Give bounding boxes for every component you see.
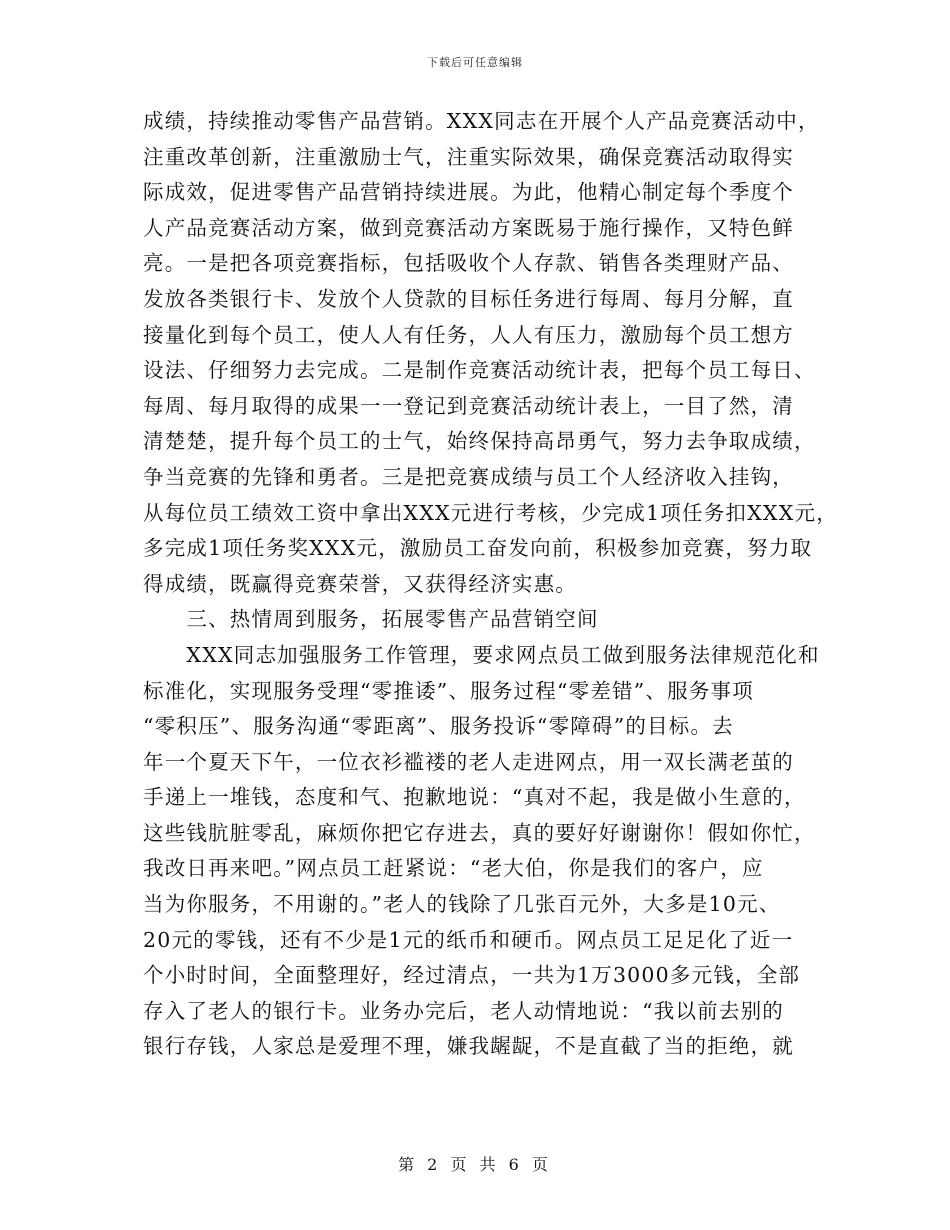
text-line: 存入了老人的银行卡。业务办完后，老人动情地说：“我以前去别的 <box>143 998 784 1023</box>
document-body <box>143 104 838 1065</box>
text-line: 清楚楚，提升每个员工的士气，始终保持高昂勇气，努力去争取成绩， <box>143 429 816 454</box>
text-line: 际成效，促进零售产品营销持续进展。为此，他精心制定每个季度个 <box>143 180 794 205</box>
text-line: 每周、每月取得的成果一一登记到竞赛活动统计表上，一目了然，清 <box>143 393 794 418</box>
text-line: XXX同志加强服务工作管理，要求网点员工做到服务法律规范化和 <box>143 642 820 667</box>
text-line: 20元的零钱，还有不少是1元的纸币和硬币。网点员工足足化了近一 <box>143 927 794 952</box>
text-line: 接量化到每个员工，使人人有任务，人人有压力，激励每个员工想方 <box>143 322 794 347</box>
text-line: 从每位员工绩效工资中拿出XXX元进行考核，少完成1项任务扣XXX元， <box>143 500 838 525</box>
text-line: 银行存钱，人家总是爱理不理，嫌我龌龊，不是直截了当的拒绝，就 <box>143 1034 794 1059</box>
text-line: 注重改革创新，注重激励士气，注重实际效果，确保竞赛活动取得实 <box>143 144 794 169</box>
text-line: 多完成1项任务奖XXX元，激励员工奋发向前，积极参加竞赛，努力取 <box>143 536 813 561</box>
text-line: 当为你服务，不用谢的。”老人的钱除了几张百元外，大多是10元、 <box>143 892 781 917</box>
text-line: 人产品竞赛活动方案，做到竞赛活动方案既易于施行操作，又特色鲜 <box>143 215 794 240</box>
text-line: 设法、仔细努力去完成。二是制作竞赛活动统计表，把每个员工每日、 <box>143 358 816 383</box>
text-line: 得成绩，既赢得竞赛荣誉，又获得经济实惠。 <box>143 571 577 596</box>
text-line: 个小时时间，全面整理好，经过清点，一共为1万3000多元钱，全部 <box>143 963 801 988</box>
text-line: 手递上一堆钱，态度和气、抱歉地说：“真对不起，我是做小生意的， <box>143 785 806 810</box>
text-line: 发放各类银行卡、发放个人贷款的目标任务进行每周、每月分解，直 <box>143 286 794 311</box>
text-line: 争当竞赛的先锋和勇者。三是把竞赛成绩与员工个人经济收入挂钩， <box>143 464 794 489</box>
page-footer: 第 2 页 共 6 页 <box>398 1155 552 1174</box>
text-line: 我改日再来吧。”网点员工赶紧说：“老大伯，你是我们的客户，应 <box>143 856 764 881</box>
text-line: 成绩，持续推动零售产品营销。XXX同志在开展个人产品竞赛活动中， <box>143 109 820 133</box>
text-line: 三、热情周到服务，拓展零售产品营销空间 <box>143 607 599 632</box>
text-line: 年一个夏天下午，一位衣衫褴褛的老人走进网点，用一双长满老茧的 <box>143 749 794 774</box>
text-line: 标准化，实现服务受理“零推诿”、服务过程“零差错”、服务事项 <box>143 678 754 703</box>
text-line: “零积压”、服务沟通“零距离”、服务投诉“零障碍”的目标。去 <box>143 714 734 739</box>
header-note: 下载后可任意编辑 <box>427 56 523 69</box>
text-line: 亮。一是把各项竞赛指标，包括吸收个人存款、销售各类理财产品、 <box>143 251 794 276</box>
text-line: 这些钱肮脏零乱，麻烦你把它存进去，真的要好好谢谢你！假如你忙， <box>143 820 816 845</box>
